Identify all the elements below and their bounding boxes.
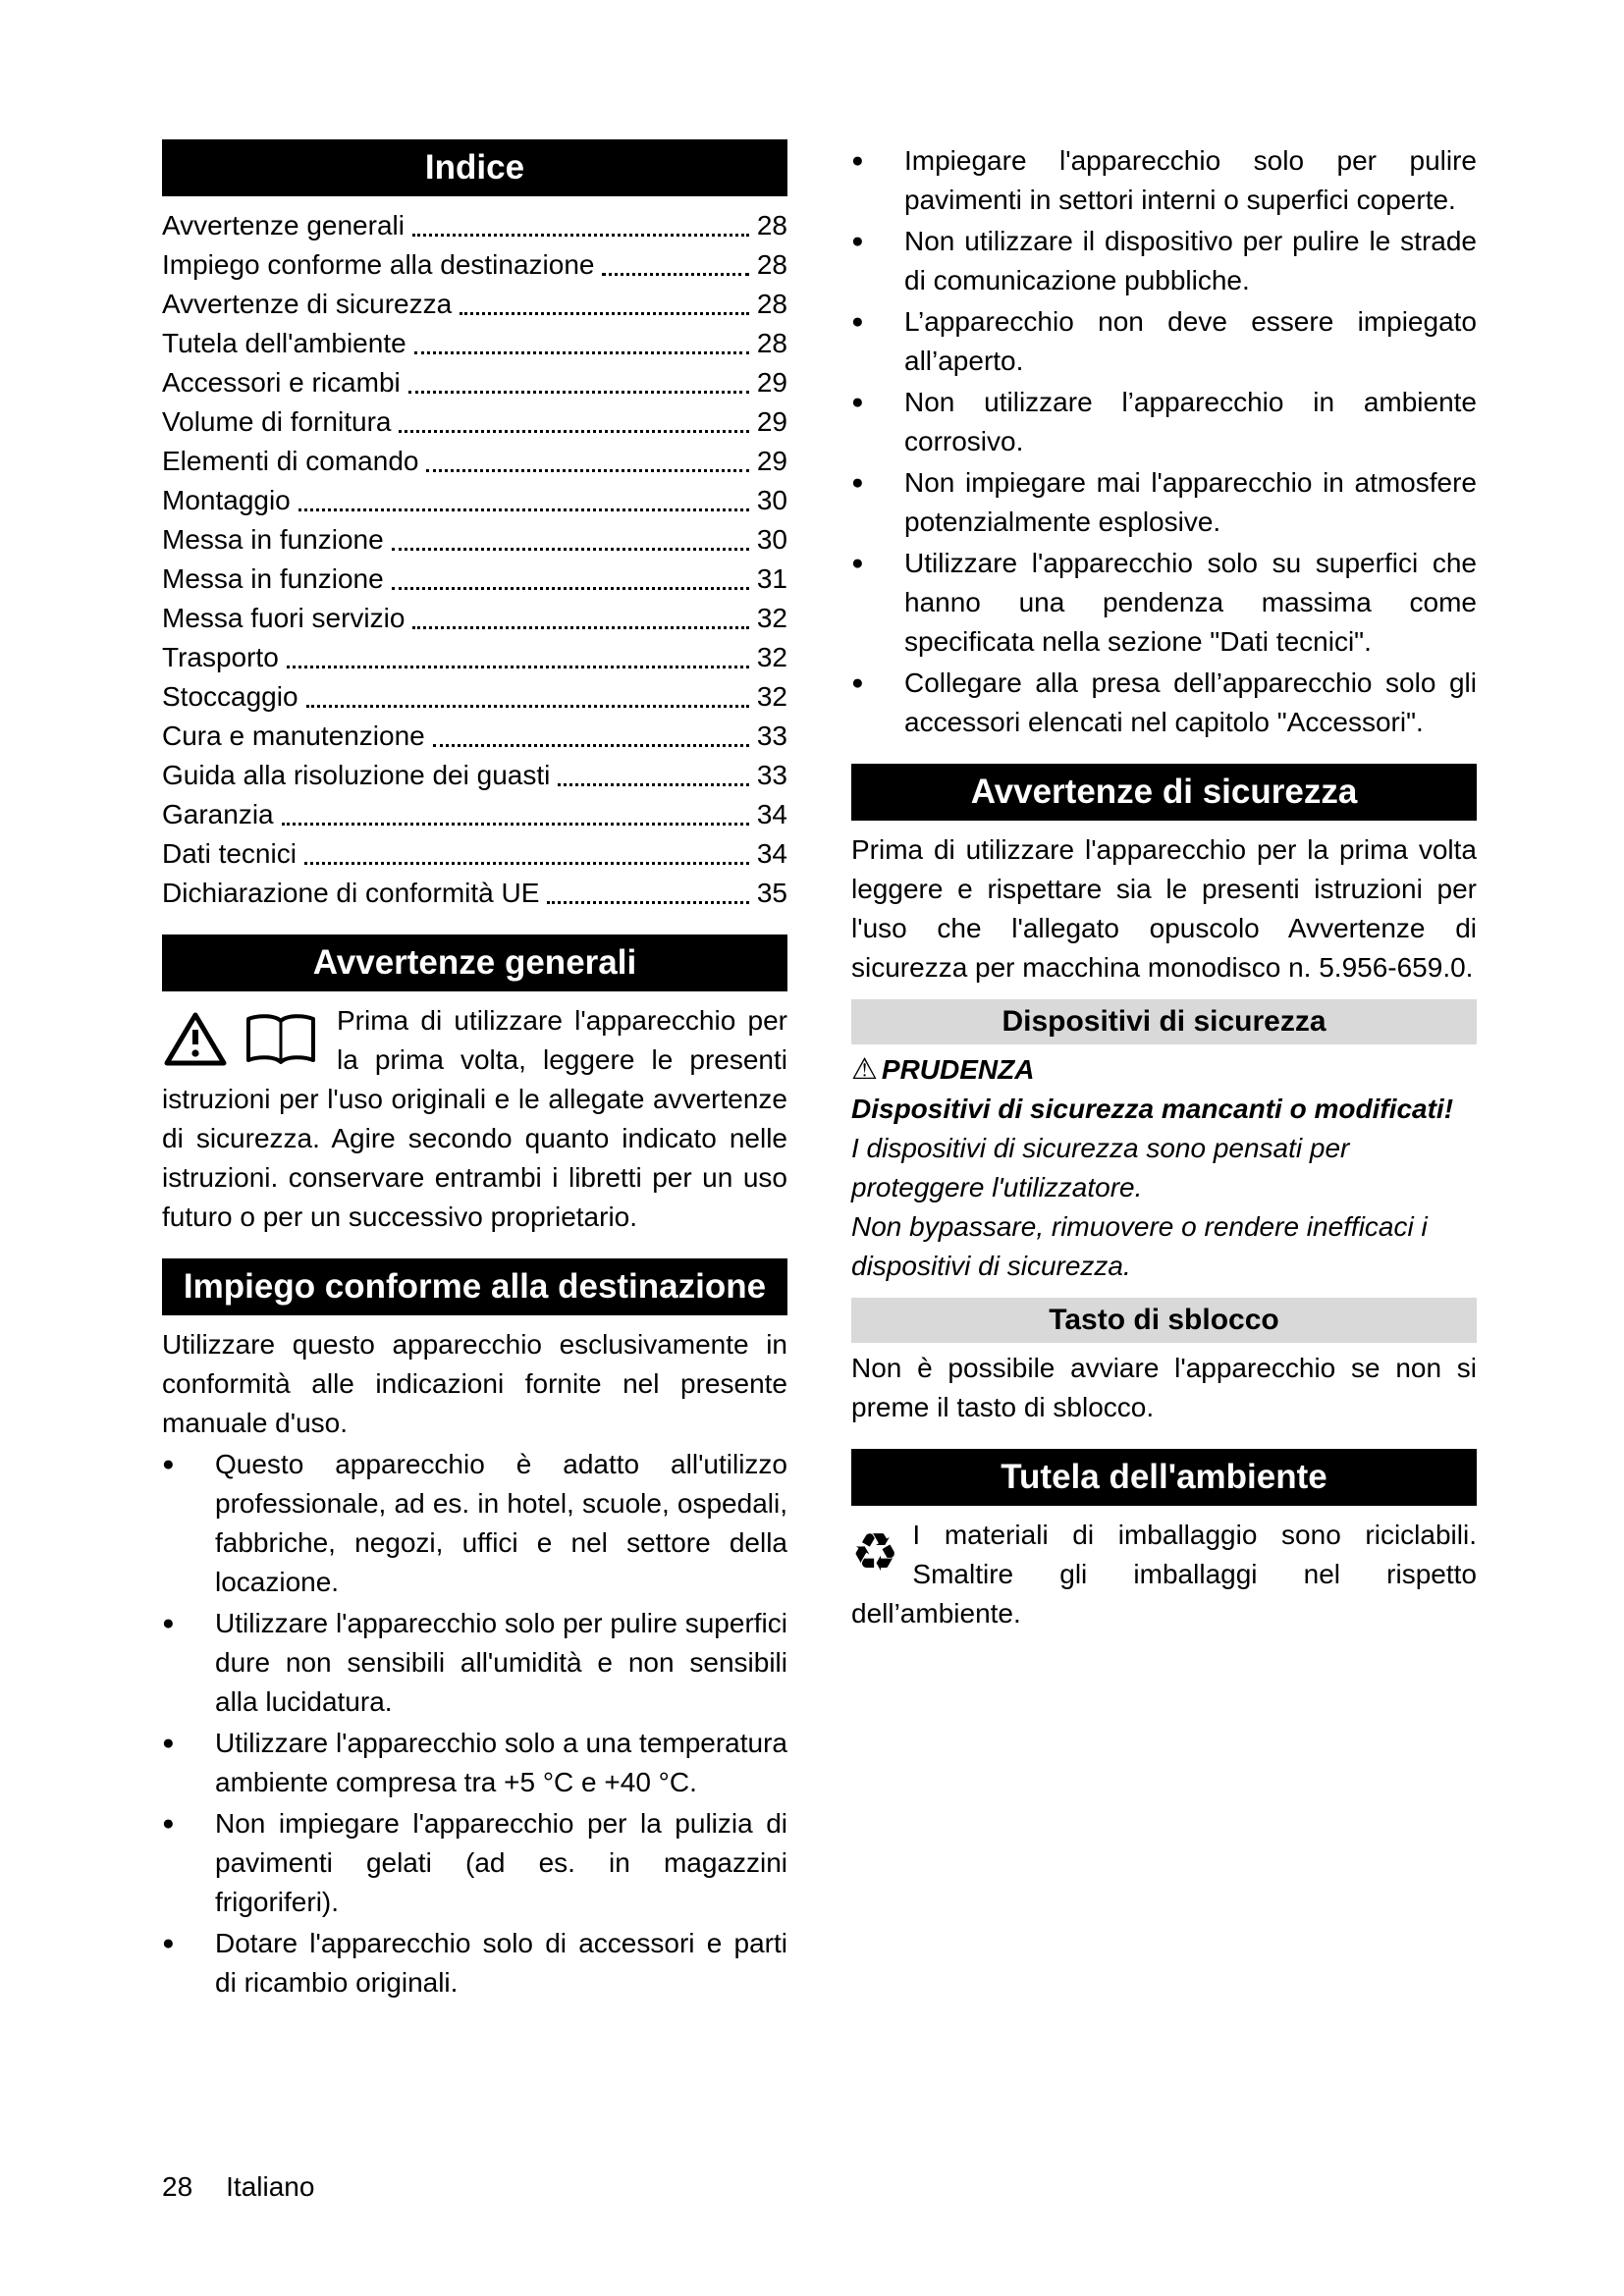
toc-entry-page: 31 bbox=[756, 563, 787, 594]
toc-entry-page: 32 bbox=[756, 642, 787, 672]
list-item-text: Non impiegare mai l'apparecchio in atmosfere potenzialmente esplosive. bbox=[904, 467, 1477, 537]
safety-notes-title: Avvertenze di sicurezza bbox=[851, 764, 1477, 821]
list-item-text: Non impiegare l'apparecchio per la pulizia di pavimenti gelati (ad es. in magazzini frigoriferi). bbox=[215, 1808, 787, 1917]
toc-entry-page: 33 bbox=[756, 721, 787, 751]
toc-entry-label: Messa in funzione bbox=[162, 524, 384, 555]
toc-entry bbox=[162, 795, 787, 834]
list-item bbox=[851, 463, 1477, 542]
warning-triangle-icon bbox=[162, 1009, 229, 1068]
toc-entry-label: Tutela dell'ambiente bbox=[162, 328, 406, 358]
toc-entry-label: Messa in funzione bbox=[162, 563, 384, 594]
warning-icon: ⚠ bbox=[851, 1053, 878, 1086]
list-item-text: Utilizzare l'apparecchio solo a una temperatura ambiente compresa tra +5 °C e +40 °C. bbox=[215, 1728, 787, 1797]
toc-entry-label: Montaggio bbox=[162, 485, 291, 515]
toc-entry-page: 32 bbox=[756, 603, 787, 633]
recycle-icon: ♻ bbox=[851, 1523, 899, 1582]
toc-leader-dots bbox=[392, 520, 749, 551]
section-unlock-button bbox=[851, 1298, 1477, 1427]
caution-heading bbox=[851, 1050, 1477, 1090]
note-icons bbox=[162, 1009, 319, 1068]
page-content bbox=[162, 139, 1477, 2002]
list-item bbox=[162, 1804, 787, 1922]
toc-entry-page: 34 bbox=[756, 838, 787, 869]
bullet-icon: ● bbox=[851, 230, 864, 252]
caution-note-2: Non bypassare, rimuovere o rendere inefficaci i dispositivi di sicurezza. bbox=[851, 1211, 1428, 1281]
list-item bbox=[851, 141, 1477, 220]
toc-entry bbox=[162, 245, 787, 285]
list-item bbox=[851, 383, 1477, 461]
bullet-icon: ● bbox=[851, 471, 864, 494]
list-item-text: Non utilizzare l’apparecchio in ambiente corrosivo. bbox=[904, 387, 1477, 456]
footer-language: Italiano bbox=[226, 2171, 315, 2202]
section-safety-notes bbox=[851, 764, 1477, 988]
list-item-text: Impiegare l'apparecchio solo per pulire pavimenti in settori interni o superfici coperte. bbox=[904, 145, 1477, 215]
toc-entry-page: 29 bbox=[756, 446, 787, 476]
toc-entry-label: Garanzia bbox=[162, 799, 274, 829]
toc-entry bbox=[162, 756, 787, 795]
section-intended-use bbox=[162, 1258, 787, 2002]
bullet-icon: ● bbox=[162, 1732, 175, 1754]
toc-entry bbox=[162, 834, 787, 874]
right-column bbox=[851, 139, 1477, 2002]
toc-leader-dots bbox=[412, 599, 748, 629]
page-footer bbox=[162, 2167, 314, 2207]
toc-entry bbox=[162, 874, 787, 913]
toc-leader-dots bbox=[304, 834, 749, 865]
bullet-icon: ● bbox=[162, 1932, 175, 1954]
unlock-text: Non è possibile avviare l'apparecchio se non si preme il tasto di sblocco. bbox=[851, 1353, 1477, 1422]
intended-use-title: Impiego conforme alla destinazione bbox=[162, 1258, 787, 1315]
toc-title-bar: Indice bbox=[162, 139, 787, 196]
toc-entry bbox=[162, 285, 787, 324]
toc-entry bbox=[162, 402, 787, 442]
toc-entry-page: 32 bbox=[756, 681, 787, 712]
toc-entry-page: 28 bbox=[756, 210, 787, 240]
toc-entry-label: Stoccaggio bbox=[162, 681, 298, 712]
toc-entry-label: Accessori e ricambi bbox=[162, 367, 401, 398]
toc-leader-dots bbox=[392, 560, 749, 590]
toc-entry bbox=[162, 599, 787, 638]
bullet-icon: ● bbox=[851, 149, 864, 172]
toc-entry-label: Guida alla risoluzione dei guasti bbox=[162, 760, 551, 790]
list-item-text: Collegare alla presa dell’apparecchio solo gli accessori elencati nel capitolo "Accessori". bbox=[904, 667, 1477, 737]
footer-page-number: 28 bbox=[162, 2171, 193, 2202]
caution-note-1: I dispositivi di sicurezza sono pensati per proteggere l'utilizzatore. bbox=[851, 1133, 1350, 1202]
bullet-icon: ● bbox=[851, 552, 864, 574]
toc-entry bbox=[162, 481, 787, 520]
section-safety-devices bbox=[851, 999, 1477, 1286]
caution-consequence: Dispositivi di sicurezza mancanti o modificati! bbox=[851, 1094, 1454, 1124]
list-item bbox=[162, 1924, 787, 2002]
toc-entry-page: 30 bbox=[756, 524, 787, 555]
toc-entry bbox=[162, 560, 787, 599]
bullet-icon: ● bbox=[851, 671, 864, 694]
list-item bbox=[851, 302, 1477, 381]
environment-title: Tutela dell'ambiente bbox=[851, 1449, 1477, 1506]
general-notes-paragraph bbox=[162, 1001, 787, 1237]
list-item bbox=[851, 544, 1477, 662]
toc-entry-page: 35 bbox=[756, 878, 787, 908]
toc-entry-label: Trasporto bbox=[162, 642, 279, 672]
toc-entry bbox=[162, 206, 787, 245]
toc-leader-dots bbox=[399, 402, 748, 433]
toc-entry-page: 28 bbox=[756, 289, 787, 319]
left-column bbox=[162, 139, 787, 2002]
toc-entry-label: Dati tecnici bbox=[162, 838, 297, 869]
toc-leader-dots bbox=[298, 481, 749, 511]
toc-leader-dots bbox=[306, 677, 749, 708]
toc-leader-dots bbox=[414, 324, 749, 354]
toc-entry-label: Avvertenze generali bbox=[162, 210, 405, 240]
toc-entry-label: Avvertenze di sicurezza bbox=[162, 289, 453, 319]
toc-leader-dots bbox=[426, 442, 748, 472]
list-item bbox=[162, 1445, 787, 1602]
general-notes-title: Avvertenze generali bbox=[162, 934, 787, 991]
section-general-notes bbox=[162, 934, 787, 1237]
list-item bbox=[162, 1724, 787, 1802]
toc-entry bbox=[162, 638, 787, 677]
list-item-text: Utilizzare l'apparecchio solo per pulire superfici dure non sensibili all'umidità e non sensibili alla lucidatura. bbox=[215, 1608, 787, 1717]
list-item bbox=[851, 222, 1477, 300]
caution-label: PRUDENZA bbox=[881, 1054, 1035, 1085]
toc-entry bbox=[162, 442, 787, 481]
bullet-icon: ● bbox=[162, 1453, 175, 1475]
toc-entry-page: 28 bbox=[756, 328, 787, 358]
toc-entry-label: Messa fuori servizio bbox=[162, 603, 406, 633]
bullet-icon: ● bbox=[851, 310, 864, 333]
toc-entry bbox=[162, 717, 787, 756]
environment-paragraph bbox=[851, 1516, 1477, 1633]
toc-leader-dots bbox=[460, 285, 749, 315]
toc-entry-label: Volume di fornitura bbox=[162, 406, 392, 437]
safety-devices-subheader: Dispositivi di sicurezza bbox=[851, 999, 1477, 1044]
intended-use-bullet-list bbox=[162, 1445, 787, 2002]
toc-entry bbox=[162, 677, 787, 717]
safety-notes-text: Prima di utilizzare l'apparecchio per la prima volta leggere e rispettare sia le presenti istruzioni per l'uso che l'allegato opuscolo Avvertenze di sicurezza per macchina monodisco n. 5.956-659.0. bbox=[851, 834, 1477, 983]
toc-entry-page: 34 bbox=[756, 799, 787, 829]
general-notes-text: Prima di utilizzare l'apparecchio per la prima volta, leggere le presenti istruzioni per l'uso originali e le allegate avvertenze di sicurezza. Agire secondo quanto indicato nelle istruzioni. conservare entrambi i libretti per un uso futuro o per un successivo proprietario. bbox=[162, 1005, 787, 1232]
list-item-text: Dotare l'apparecchio solo di accessori e parti di ricambio originali. bbox=[215, 1928, 787, 1998]
toc-entry bbox=[162, 324, 787, 363]
toc-entry-label: Dichiarazione di conformità UE bbox=[162, 878, 540, 908]
list-item bbox=[851, 664, 1477, 742]
toc-entry-label: Elementi di comando bbox=[162, 446, 419, 476]
toc-entry-label: Cura e manutenzione bbox=[162, 721, 425, 751]
usage-restrictions-bullet-list bbox=[851, 141, 1477, 742]
toc-entry bbox=[162, 520, 787, 560]
toc-entry-page: 29 bbox=[756, 406, 787, 437]
toc-leader-dots bbox=[287, 638, 749, 668]
toc-entry-label: Impiego conforme alla destinazione bbox=[162, 249, 595, 280]
toc-leader-dots bbox=[412, 206, 749, 237]
toc-leader-dots bbox=[282, 795, 749, 826]
list-item-text: Non utilizzare il dispositivo per pulire le strade di comunicazione pubbliche. bbox=[904, 226, 1477, 295]
toc-entry-page: 28 bbox=[756, 249, 787, 280]
toc-leader-dots bbox=[602, 245, 748, 276]
toc-leader-dots bbox=[547, 874, 748, 904]
toc-entry bbox=[162, 363, 787, 402]
list-item-text: Questo apparecchio è adatto all'utilizzo professionale, ad es. in hotel, scuole, ospedali, fabbriche, negozi, uffici e nel settore della locazione. bbox=[215, 1449, 787, 1597]
intended-use-intro: Utilizzare questo apparecchio esclusivamente in conformità alle indicazioni fornite nel presente manuale d'uso. bbox=[162, 1329, 787, 1438]
unlock-subheader: Tasto di sblocco bbox=[851, 1298, 1477, 1343]
open-book-icon bbox=[243, 1011, 319, 1068]
list-item-text: Utilizzare l'apparecchio solo su superfici che hanno una pendenza massima come specificata nella sezione "Dati tecnici". bbox=[904, 548, 1477, 657]
toc-entry-page: 33 bbox=[756, 760, 787, 790]
toc-entry-page: 29 bbox=[756, 367, 787, 398]
section-environment bbox=[851, 1449, 1477, 1633]
bullet-icon: ● bbox=[162, 1812, 175, 1835]
toc-leader-dots bbox=[558, 756, 748, 786]
list-item-text: L’apparecchio non deve essere impiegato all’aperto. bbox=[904, 306, 1477, 376]
environment-text: I materiali di imballaggio sono riciclabili. Smaltire gli imballaggi nel rispetto dell’ambiente. bbox=[851, 1520, 1477, 1629]
bullet-icon: ● bbox=[851, 391, 864, 413]
table-of-contents bbox=[162, 206, 787, 913]
toc-entry-page: 30 bbox=[756, 485, 787, 515]
toc-leader-dots bbox=[408, 363, 749, 394]
toc-leader-dots bbox=[433, 717, 749, 747]
list-item bbox=[162, 1604, 787, 1722]
bullet-icon: ● bbox=[162, 1612, 175, 1634]
